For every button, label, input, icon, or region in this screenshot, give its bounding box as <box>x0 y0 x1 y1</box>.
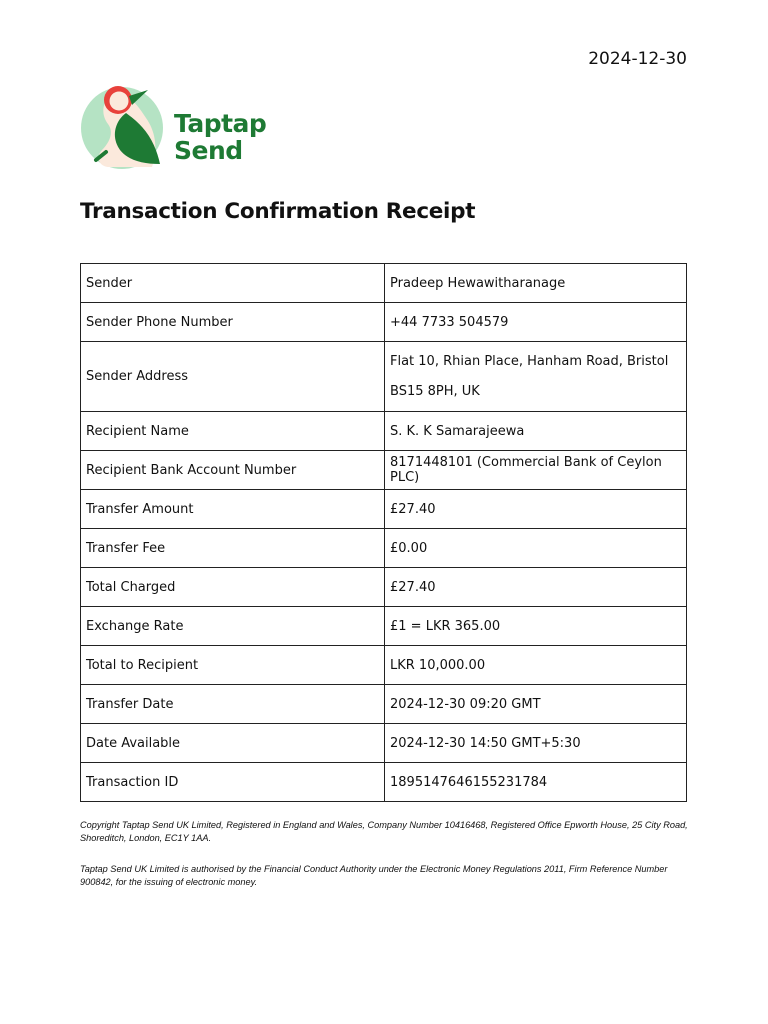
taptap-send-logo <box>80 80 280 172</box>
row-label: Transfer Date <box>81 685 385 724</box>
row-value <box>385 342 687 412</box>
address-line-2: BS15 8PH, UK <box>390 383 480 399</box>
row-label: Transaction ID <box>81 763 385 802</box>
table-row <box>81 724 687 763</box>
row-value: 2024-12-30 09:20 GMT <box>385 685 687 724</box>
row-label: Transfer Fee <box>81 529 385 568</box>
table-row <box>81 646 687 685</box>
receipt-table <box>80 263 687 802</box>
row-value: £27.40 <box>385 568 687 607</box>
row-label: Sender Address <box>81 342 385 412</box>
row-value: LKR 10,000.00 <box>385 646 687 685</box>
row-value: 8171448101 (Commercial Bank of Ceylon PLC) <box>385 451 687 490</box>
table-row <box>81 412 687 451</box>
row-label: Sender Phone Number <box>81 303 385 342</box>
row-value: £1 = LKR 365.00 <box>385 607 687 646</box>
footer-authorisation: Taptap Send UK Limited is authorised by the Financial Conduct Authority under the Electronic Money Regulations 2011, Firm Reference Number 900842, for the issuing of electronic money. <box>80 864 668 887</box>
table-row <box>81 607 687 646</box>
page-title: Transaction Confirmation Receipt <box>80 199 476 224</box>
table-row <box>81 763 687 802</box>
taptap-send-bird-logo-icon <box>80 80 172 172</box>
row-label: Exchange Rate <box>81 607 385 646</box>
table-row <box>81 342 687 412</box>
row-label: Recipient Name <box>81 412 385 451</box>
row-value: 2024-12-30 14:50 GMT+5:30 <box>385 724 687 763</box>
table-row <box>81 568 687 607</box>
row-label: Date Available <box>81 724 385 763</box>
address-line-1: Flat 10, Rhian Place, Hanham Road, Bristol <box>390 353 669 369</box>
table-row <box>81 303 687 342</box>
row-value: 1895147646155231784 <box>385 763 687 802</box>
row-value: S. K. K Samarajeewa <box>385 412 687 451</box>
table-row <box>81 264 687 303</box>
receipt-date: 2024-12-30 <box>588 49 687 69</box>
table-row <box>81 685 687 724</box>
row-value: £27.40 <box>385 490 687 529</box>
row-label: Total to Recipient <box>81 646 385 685</box>
row-value: Pradeep Hewawitharanage <box>385 264 687 303</box>
table-row <box>81 529 687 568</box>
row-value: +44 7733 504579 <box>385 303 687 342</box>
footer-copyright: Copyright Taptap Send UK Limited, Registered in England and Wales, Company Number 10416468, Registered Office Epworth House, 25 City Road, Shoreditch, London, EC1Y 1AA. <box>80 820 688 843</box>
brand-wordmark-line2: Send <box>174 136 243 165</box>
table-row <box>81 490 687 529</box>
row-label: Transfer Amount <box>81 490 385 529</box>
row-label: Sender <box>81 264 385 303</box>
brand-wordmark-line1: Taptap <box>174 109 267 138</box>
row-label: Recipient Bank Account Number <box>81 451 385 490</box>
brand-wordmark <box>174 110 266 164</box>
table-row <box>81 451 687 490</box>
row-value: £0.00 <box>385 529 687 568</box>
row-label: Total Charged <box>81 568 385 607</box>
